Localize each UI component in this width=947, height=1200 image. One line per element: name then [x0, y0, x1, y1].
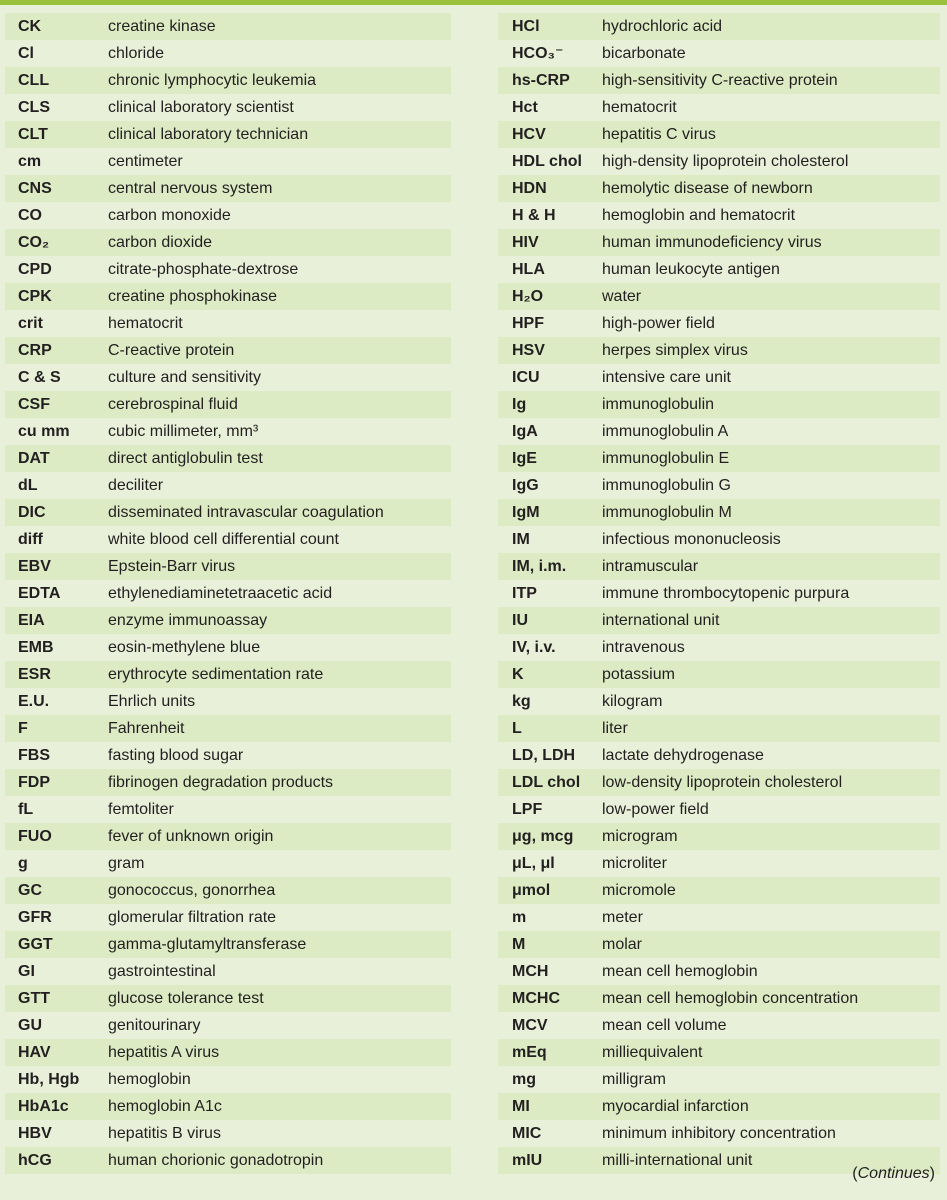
abbreviation-row [498, 1039, 940, 1066]
abbreviation-definition: gram [108, 855, 145, 872]
abbreviation-term: EBV [18, 558, 51, 575]
abbreviation-row [5, 634, 451, 661]
abbreviation-row [5, 256, 451, 283]
abbreviation-term: ESR [18, 666, 51, 683]
abbreviation-definition: chronic lymphocytic leukemia [108, 72, 317, 89]
abbreviation-term: CO [18, 207, 42, 224]
abbreviation-term: GFR [18, 909, 52, 926]
abbreviation-term: IgM [512, 504, 540, 521]
abbreviation-term: IV, i.v. [512, 639, 556, 656]
abbreviation-row [5, 175, 451, 202]
abbreviation-row [498, 715, 940, 742]
abbreviation-definition: liter [602, 720, 628, 737]
abbreviation-definition: ethylenediaminetetraacetic acid [108, 585, 333, 602]
abbreviation-row [5, 958, 451, 985]
abbreviation-definition: genitourinary [108, 1017, 201, 1034]
abbreviation-row [5, 364, 451, 391]
abbreviation-row [5, 472, 451, 499]
abbreviation-definition: lactate dehydrogenase [602, 747, 764, 764]
abbreviation-term: CK [18, 18, 42, 35]
abbreviation-definition: hemoglobin A1c [108, 1098, 222, 1115]
abbreviation-row [498, 1066, 940, 1093]
abbreviation-row [498, 175, 940, 202]
abbreviation-term: CPD [18, 261, 52, 278]
abbreviation-term: FDP [18, 774, 50, 791]
abbreviation-definition: cubic millimeter, mm³ [108, 423, 259, 440]
abbreviation-definition: microgram [602, 828, 678, 845]
abbreviation-definition: immunoglobulin M [602, 504, 732, 521]
abbreviation-term: HDN [512, 180, 547, 197]
abbreviation-term: DAT [18, 450, 50, 467]
abbreviation-row [498, 904, 940, 931]
abbreviation-term: FUO [18, 828, 52, 845]
abbreviation-row [5, 526, 451, 553]
abbreviation-definition: intensive care unit [602, 369, 731, 386]
abbreviation-row [5, 445, 451, 472]
abbreviation-term: HSV [512, 342, 545, 359]
abbreviation-definition: Fahrenheit [108, 720, 185, 737]
abbreviation-definition: immunoglobulin A [602, 423, 729, 440]
abbreviation-definition: bicarbonate [602, 45, 686, 62]
abbreviation-term: HCl [512, 18, 540, 35]
abbreviation-definition: herpes simplex virus [602, 342, 748, 359]
abbreviation-row [5, 202, 451, 229]
abbreviation-row [5, 337, 451, 364]
abbreviation-definition: eosin-methylene blue [108, 639, 261, 656]
abbreviation-row [5, 391, 451, 418]
abbreviation-row [498, 283, 940, 310]
abbreviation-row [498, 796, 940, 823]
left-column [5, 13, 451, 1174]
abbreviation-definition: high-density lipoprotein cholesterol [602, 153, 849, 170]
abbreviation-term: μL, μl [512, 855, 555, 872]
abbreviation-row [498, 256, 940, 283]
abbreviation-row [5, 283, 451, 310]
abbreviation-term: LDL chol [512, 774, 581, 791]
abbreviation-term: LPF [512, 801, 543, 818]
abbreviation-row [498, 553, 940, 580]
abbreviation-term: cm [18, 153, 42, 170]
abbreviation-row [5, 850, 451, 877]
abbreviation-row [498, 67, 940, 94]
abbreviation-row [498, 391, 940, 418]
top-rule [0, 0, 947, 5]
abbreviation-term: HIV [512, 234, 539, 251]
abbreviation-definition: kilogram [602, 693, 663, 710]
abbreviation-row [5, 877, 451, 904]
abbreviation-term: IU [512, 612, 528, 629]
abbreviation-row [5, 148, 451, 175]
abbreviation-row [498, 526, 940, 553]
abbreviation-row [5, 1066, 451, 1093]
abbreviation-term: IM [512, 531, 530, 548]
abbreviation-definition: hemolytic disease of newborn [602, 180, 813, 197]
abbreviation-definition: fasting blood sugar [108, 747, 244, 764]
abbreviation-term: HCV [512, 126, 546, 143]
abbreviation-term: g [18, 855, 28, 872]
abbreviation-row [498, 661, 940, 688]
abbreviation-term: EMB [18, 639, 54, 656]
abbreviation-term: CLL [18, 72, 50, 89]
abbreviation-definition: glucose tolerance test [108, 990, 264, 1007]
abbreviation-term: GC [18, 882, 42, 899]
abbreviation-row [498, 634, 940, 661]
abbreviation-row [5, 769, 451, 796]
abbreviation-definition: milli-international unit [602, 1152, 753, 1169]
abbreviation-definition: mean cell hemoglobin concentration [602, 990, 859, 1007]
abbreviation-term: diff [18, 531, 43, 548]
abbreviation-term: K [512, 666, 524, 683]
abbreviation-term: HBV [18, 1125, 52, 1142]
abbreviation-definition: creatine kinase [108, 18, 216, 35]
abbreviation-row [5, 796, 451, 823]
abbreviation-term: hCG [18, 1152, 52, 1169]
abbreviation-definition: micromole [602, 882, 676, 899]
abbreviation-row [5, 1120, 451, 1147]
abbreviation-definition: high-sensitivity C-reactive protein [602, 72, 838, 89]
abbreviation-definition: clinical laboratory scientist [108, 99, 294, 116]
abbreviation-definition: carbon dioxide [108, 234, 213, 251]
abbreviation-row [498, 121, 940, 148]
abbreviation-term: HLA [512, 261, 545, 278]
abbreviation-row [5, 418, 451, 445]
abbreviation-row [5, 553, 451, 580]
abbreviation-row [498, 94, 940, 121]
abbreviation-row [498, 1093, 940, 1120]
abbreviation-definition: carbon monoxide [108, 207, 231, 224]
abbreviation-term: Hb, Hgb [18, 1071, 80, 1088]
abbreviation-row [5, 661, 451, 688]
abbreviation-definition: infectious mononucleosis [602, 531, 781, 548]
abbreviation-definition: C-reactive protein [108, 342, 235, 359]
abbreviation-row [5, 67, 451, 94]
abbreviation-row [498, 877, 940, 904]
abbreviation-definition: immunoglobulin G [602, 477, 731, 494]
abbreviation-term: IM, i.m. [512, 558, 567, 575]
abbreviation-definition: meter [602, 909, 643, 926]
abbreviation-row [5, 985, 451, 1012]
abbreviation-definition: enzyme immunoassay [108, 612, 268, 629]
abbreviation-definition: clinical laboratory technician [108, 126, 309, 143]
abbreviation-definition: water [602, 288, 642, 305]
abbreviation-definition: disseminated intravascular coagulation [108, 504, 384, 521]
abbreviation-definition: central nervous system [108, 180, 273, 197]
abbreviation-definition: intramuscular [602, 558, 699, 575]
abbreviation-definition: hemoglobin and hematocrit [602, 207, 796, 224]
right-column [498, 13, 940, 1174]
abbreviation-row [5, 229, 451, 256]
abbreviation-term: GI [18, 963, 35, 980]
abbreviation-row [5, 823, 451, 850]
abbreviation-definition: human immunodeficiency virus [602, 234, 822, 251]
abbreviation-definition: human leukocyte antigen [602, 261, 780, 278]
abbreviation-definition: citrate-phosphate-dextrose [108, 261, 299, 278]
abbreviation-definition: culture and sensitivity [108, 369, 261, 386]
abbreviation-definition: glomerular filtration rate [108, 909, 277, 926]
abbreviation-row [498, 499, 940, 526]
abbreviation-row [498, 445, 940, 472]
abbreviation-term: EIA [18, 612, 45, 629]
abbreviation-row [5, 580, 451, 607]
abbreviation-row [5, 499, 451, 526]
abbreviation-term: CSF [18, 396, 50, 413]
abbreviation-term: EDTA [18, 585, 61, 602]
abbreviation-definition: hydrochloric acid [602, 18, 723, 35]
abbreviation-row [498, 418, 940, 445]
abbreviation-row [498, 229, 940, 256]
abbreviation-row [498, 580, 940, 607]
abbreviation-definition: deciliter [108, 477, 164, 494]
abbreviation-term: kg [512, 693, 531, 710]
abbreviation-term: F [18, 720, 28, 737]
abbreviation-term: L [512, 720, 522, 737]
abbreviation-row [5, 1093, 451, 1120]
abbreviation-definition: immunoglobulin [602, 396, 715, 413]
abbreviation-term: H & H [512, 207, 556, 224]
abbreviation-definition: minimum inhibitory concentration [602, 1125, 836, 1142]
abbreviation-row [498, 310, 940, 337]
abbreviation-definition: creatine phosphokinase [108, 288, 278, 305]
abbreviation-row [498, 742, 940, 769]
abbreviation-row [498, 769, 940, 796]
abbreviation-definition: myocardial infarction [602, 1098, 749, 1115]
abbreviation-row [5, 94, 451, 121]
abbreviation-term: LD, LDH [512, 747, 576, 764]
abbreviation-definition: direct antiglobulin test [108, 450, 263, 467]
abbreviation-term: HCO₃⁻ [512, 45, 564, 62]
abbreviation-term: cu mm [18, 423, 70, 440]
abbreviation-term: ITP [512, 585, 537, 602]
abbreviation-term: FBS [18, 747, 50, 764]
abbreviation-definition: mean cell volume [602, 1017, 727, 1034]
abbreviation-definition: hemoglobin [108, 1071, 191, 1088]
abbreviation-term: CPK [18, 288, 52, 305]
abbreviation-definition: chloride [108, 45, 165, 62]
abbreviation-term: dL [18, 477, 38, 494]
abbreviation-term: Ig [512, 396, 527, 413]
abbreviation-definition: international unit [602, 612, 720, 629]
abbreviation-row [5, 742, 451, 769]
abbreviation-row [498, 1012, 940, 1039]
abbreviation-definition: molar [602, 936, 643, 953]
abbreviation-definition: white blood cell differential count [108, 531, 339, 548]
abbreviation-term: mIU [512, 1152, 543, 1169]
abbreviation-definition: human chorionic gonadotropin [108, 1152, 324, 1169]
abbreviation-row [498, 40, 940, 67]
abbreviation-row [498, 148, 940, 175]
abbreviation-definition: hepatitis A virus [108, 1044, 220, 1061]
abbreviation-term: MCHC [512, 990, 560, 1007]
abbreviation-term: crit [18, 315, 43, 332]
abbreviation-row [498, 931, 940, 958]
abbreviation-row [5, 40, 451, 67]
abbreviation-definition: erythrocyte sedimentation rate [108, 666, 324, 683]
abbreviation-row [5, 310, 451, 337]
abbreviation-term: fL [18, 801, 34, 818]
abbreviation-row [498, 1120, 940, 1147]
abbreviation-term: CLS [18, 99, 50, 116]
continues-note: (Continues) [852, 1165, 935, 1182]
abbreviation-row [5, 1039, 451, 1066]
abbreviation-term: mg [512, 1071, 536, 1088]
abbreviation-term: HPF [512, 315, 544, 332]
abbreviation-row [498, 13, 940, 40]
abbreviation-row [5, 715, 451, 742]
abbreviation-definition: gastrointestinal [108, 963, 216, 980]
abbreviation-term: GU [18, 1017, 42, 1034]
abbreviation-term: IgG [512, 477, 539, 494]
abbreviation-definition: low-density lipoprotein cholesterol [602, 774, 843, 791]
abbreviation-definition: high-power field [602, 315, 715, 332]
abbreviation-row [5, 904, 451, 931]
abbreviation-term: HbA1c [18, 1098, 69, 1115]
abbreviation-term: DIC [18, 504, 46, 521]
abbreviation-row [498, 472, 940, 499]
abbreviation-term: CLT [18, 126, 48, 143]
abbreviation-term: HDL chol [512, 153, 582, 170]
abbreviation-row [5, 607, 451, 634]
abbreviation-row [498, 958, 940, 985]
abbreviation-term: CNS [18, 180, 52, 197]
abbreviation-row [498, 823, 940, 850]
abbreviation-term: M [512, 936, 526, 953]
abbreviation-term: hs-CRP [512, 72, 570, 89]
abbreviation-definition: Epstein-Barr virus [108, 558, 236, 575]
abbreviation-definition: hematocrit [108, 315, 183, 332]
abbreviation-row [5, 1012, 451, 1039]
abbreviation-definition: potassium [602, 666, 675, 683]
abbreviation-row [498, 202, 940, 229]
abbreviation-term: m [512, 909, 527, 926]
abbreviation-definition: gamma-glutamyltransferase [108, 936, 307, 953]
abbreviation-term: H₂O [512, 288, 544, 305]
abbreviation-term: C & S [18, 369, 61, 386]
abbreviation-term: ICU [512, 369, 540, 386]
abbreviation-term: Hct [512, 99, 538, 116]
abbreviation-term: CRP [18, 342, 52, 359]
abbreviation-definition: cerebrospinal fluid [108, 396, 238, 413]
abbreviation-definition: centimeter [108, 153, 183, 170]
abbreviation-term: mEq [512, 1044, 547, 1061]
abbreviation-definition: hepatitis B virus [108, 1125, 221, 1142]
abbreviation-term: IgE [512, 450, 537, 467]
abbreviation-term: GTT [18, 990, 50, 1007]
abbreviation-term: IgA [512, 423, 538, 440]
abbreviation-term: Cl [18, 45, 34, 62]
abbreviation-row [498, 337, 940, 364]
abbreviation-definition: milligram [602, 1071, 666, 1088]
abbreviation-row [498, 850, 940, 877]
abbreviation-row [498, 364, 940, 391]
abbreviation-term: GGT [18, 936, 53, 953]
abbreviation-definition: immunoglobulin E [602, 450, 730, 467]
abbreviation-term: μg, mcg [512, 828, 574, 845]
abbreviation-row [5, 13, 451, 40]
abbreviation-row [5, 931, 451, 958]
abbreviation-term: MCH [512, 963, 549, 980]
abbreviation-row [5, 121, 451, 148]
abbreviation-definition: fever of unknown origin [108, 828, 274, 845]
abbreviation-term: E.U. [18, 693, 50, 710]
abbreviation-row [5, 1147, 451, 1174]
abbreviation-definition: microliter [602, 855, 667, 872]
abbreviation-row [498, 607, 940, 634]
abbreviation-term: MCV [512, 1017, 548, 1034]
abbreviation-term: CO₂ [18, 234, 50, 251]
abbreviation-term: MIC [512, 1125, 542, 1142]
abbreviation-definition: milliequivalent [602, 1044, 703, 1061]
abbreviation-row [5, 688, 451, 715]
abbreviation-row [498, 985, 940, 1012]
abbreviation-definition: immune thrombocytopenic purpura [602, 585, 850, 602]
abbreviation-definition: low-power field [602, 801, 709, 818]
abbreviation-definition: gonococcus, gonorrhea [108, 882, 276, 899]
abbreviation-definition: intravenous [602, 639, 685, 656]
abbreviation-definition: mean cell hemoglobin [602, 963, 758, 980]
abbreviation-row [498, 688, 940, 715]
abbreviation-definition: femtoliter [108, 801, 174, 818]
abbreviation-definition: fibrinogen degradation products [108, 774, 334, 791]
abbreviation-definition: hepatitis C virus [602, 126, 716, 143]
abbreviation-definition: Ehrlich units [108, 693, 196, 710]
abbreviation-definition: hematocrit [602, 99, 677, 116]
abbreviation-term: μmol [512, 882, 551, 899]
abbreviation-term: MI [512, 1098, 530, 1115]
abbreviation-term: HAV [18, 1044, 51, 1061]
